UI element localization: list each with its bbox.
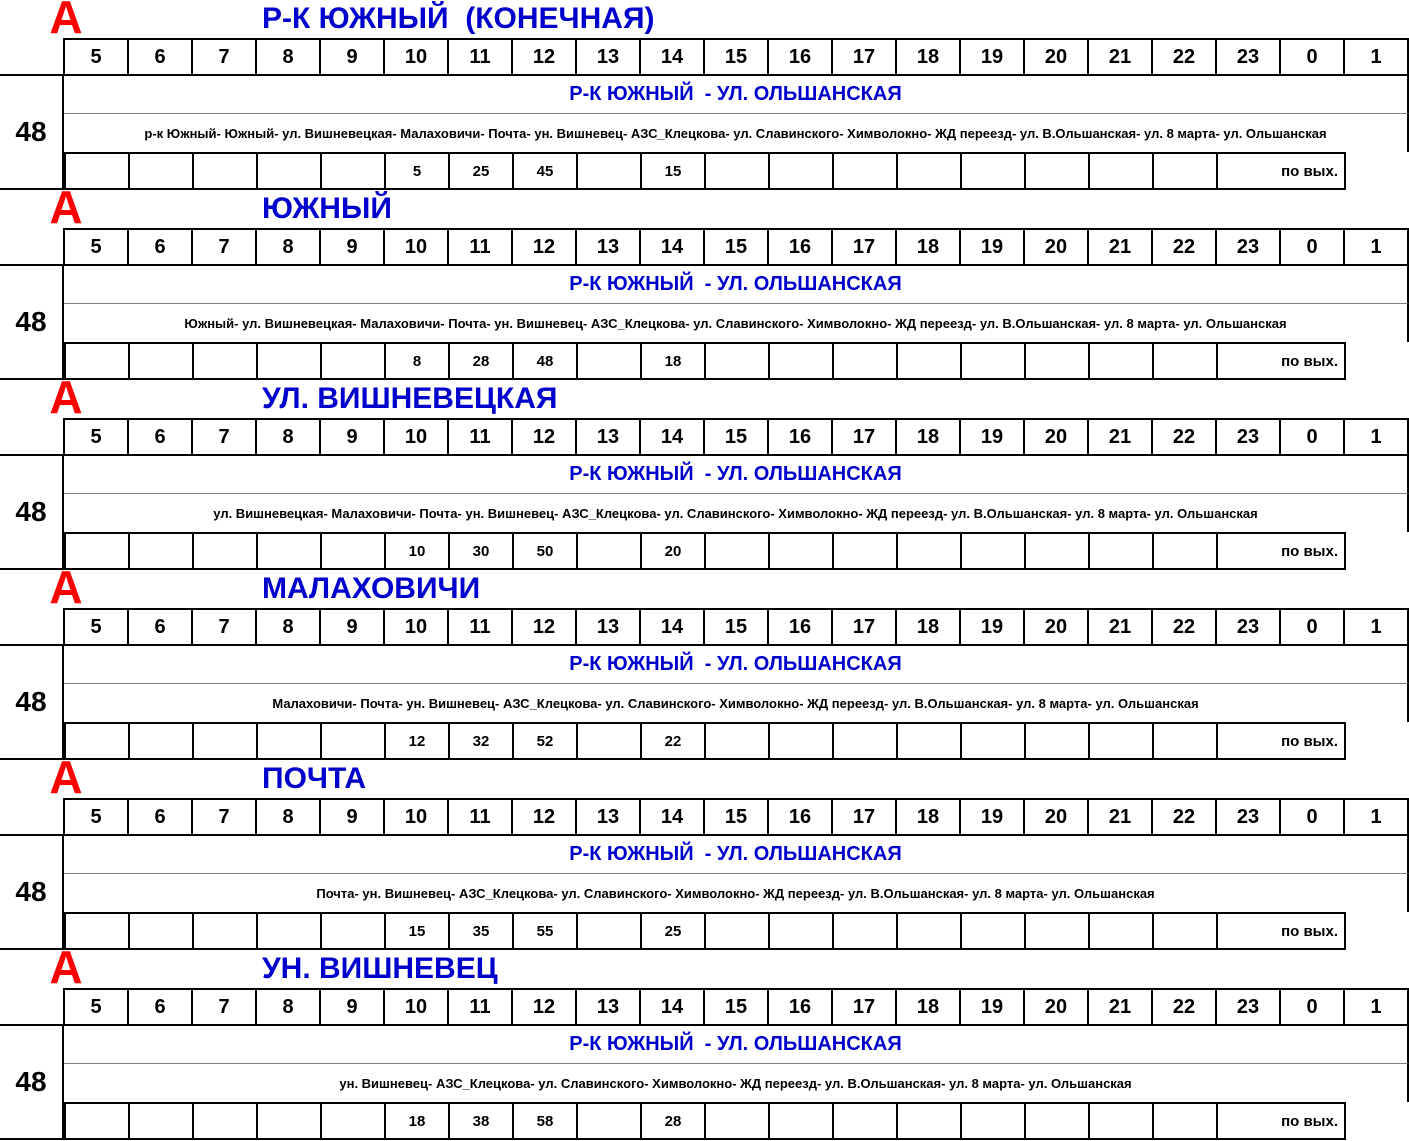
hour-cell: 16	[768, 419, 832, 455]
route-stops-list: Южный- ул. Вишневецкая- Малаховичи- Почта- ун. Вишневец- АЗС_Клецкова- ул. Славинского- Химволокно- ЖД переезд- ул. В.Ольшанская- ул. 8 марта- ул. Ольшанская	[64, 304, 1409, 342]
hour-cell: 21	[1088, 229, 1152, 265]
hour-cell: 9	[320, 609, 384, 645]
departure-minute-cell: 8	[385, 343, 449, 379]
departure-minute-cell	[65, 1103, 129, 1139]
hour-cell: 21	[1088, 989, 1152, 1025]
hour-cell: 12	[512, 39, 576, 75]
hour-cell: 8	[256, 39, 320, 75]
hours-row	[0, 798, 1409, 836]
stop-name: ПОЧТА	[262, 762, 367, 795]
departure-minute-cell	[129, 723, 193, 759]
hours-corner-cell	[0, 39, 64, 75]
hour-cell: 17	[832, 989, 896, 1025]
departure-minute-cell	[897, 1103, 961, 1139]
hour-cell: 22	[1152, 229, 1216, 265]
hour-cell: 5	[64, 609, 128, 645]
departure-minute-cell	[257, 343, 321, 379]
departure-minute-cell	[321, 913, 385, 949]
hour-cell: 23	[1216, 609, 1280, 645]
route-direction: Р-К ЮЖНЫЙ - УЛ. ОЛЬШАНСКАЯ	[64, 76, 1409, 114]
hour-cell: 17	[832, 609, 896, 645]
hour-cell: 1	[1344, 609, 1408, 645]
hour-cell: 22	[1152, 989, 1216, 1025]
days-off-note: по вых.	[1217, 723, 1345, 759]
departure-minute-cell	[705, 913, 769, 949]
hour-cell: 18	[896, 609, 960, 645]
hour-cell: 0	[1280, 799, 1344, 835]
hour-cell: 9	[320, 989, 384, 1025]
departure-minute-cell	[769, 913, 833, 949]
hour-cell: 21	[1088, 39, 1152, 75]
bus-stop-sign-icon: A	[49, 751, 83, 803]
hour-cell: 16	[768, 229, 832, 265]
departure-minute-cell	[897, 913, 961, 949]
hours-row	[0, 608, 1409, 646]
departure-minute-cell: 25	[449, 153, 513, 189]
departure-minute-cell	[833, 153, 897, 189]
route-number: 48	[0, 836, 64, 950]
hour-cell: 18	[896, 799, 960, 835]
hour-cell: 23	[1216, 799, 1280, 835]
route-direction: Р-К ЮЖНЫЙ - УЛ. ОЛЬШАНСКАЯ	[64, 646, 1409, 684]
hours-row	[0, 418, 1409, 456]
departure-minute-cell	[577, 723, 641, 759]
hour-cell: 21	[1088, 609, 1152, 645]
departure-minute-cell	[1153, 1103, 1217, 1139]
departure-minute-cell	[897, 533, 961, 569]
route-direction: Р-К ЮЖНЫЙ - УЛ. ОЛЬШАНСКАЯ	[64, 836, 1409, 874]
hour-cell: 7	[192, 989, 256, 1025]
hours-corner-cell	[0, 609, 64, 645]
hour-cell: 0	[1280, 989, 1344, 1025]
bus-stop-sign-icon: A	[49, 561, 83, 613]
departure-minute-cell	[769, 533, 833, 569]
departure-minute-cell	[705, 1103, 769, 1139]
hour-cell: 15	[704, 39, 768, 75]
departure-minute-cell	[1025, 723, 1089, 759]
departure-minute-cell	[321, 723, 385, 759]
route-direction: Р-К ЮЖНЫЙ - УЛ. ОЛЬШАНСКАЯ	[64, 266, 1409, 304]
hour-cell: 11	[448, 989, 512, 1025]
hours-row	[0, 38, 1409, 76]
departure-minute-cell	[577, 1103, 641, 1139]
departure-minute-cell	[193, 913, 257, 949]
hour-cell: 12	[512, 989, 576, 1025]
hour-cell: 9	[320, 39, 384, 75]
hour-cell: 17	[832, 799, 896, 835]
hour-cell: 10	[384, 609, 448, 645]
departure-minute-cell	[193, 343, 257, 379]
hour-cell: 23	[1216, 419, 1280, 455]
stop-block	[0, 371, 1409, 570]
stop-header	[0, 181, 1409, 233]
hour-cell: 13	[576, 229, 640, 265]
hour-cell: 15	[704, 419, 768, 455]
departure-minute-cell	[1153, 533, 1217, 569]
hour-cell: 23	[1216, 989, 1280, 1025]
departure-minute-cell	[897, 343, 961, 379]
hour-cell: 19	[960, 39, 1024, 75]
hour-cell: 7	[192, 609, 256, 645]
departure-minute-cell	[129, 343, 193, 379]
departure-minute-cell: 38	[449, 1103, 513, 1139]
hour-cell: 0	[1280, 609, 1344, 645]
hour-cell: 1	[1344, 989, 1408, 1025]
hours-row	[0, 228, 1409, 266]
departure-minute-cell	[1025, 1103, 1089, 1139]
departure-minute-cell	[1153, 153, 1217, 189]
hour-cell: 15	[704, 229, 768, 265]
departure-minute-cell	[897, 723, 961, 759]
hour-cell: 6	[128, 989, 192, 1025]
stop-name: МАЛАХОВИЧИ	[262, 572, 481, 605]
departure-minute-cell	[257, 533, 321, 569]
hour-cell: 6	[128, 799, 192, 835]
stop-block	[0, 561, 1409, 760]
departure-minute-cell: 28	[449, 343, 513, 379]
stop-name: УЛ. ВИШНЕВЕЦКАЯ	[262, 382, 558, 415]
departure-minute-cell: 22	[641, 723, 705, 759]
departure-minute-cell	[257, 723, 321, 759]
departure-minute-cell	[961, 533, 1025, 569]
stop-header	[0, 561, 1409, 613]
departure-minute-cell	[1025, 913, 1089, 949]
hour-cell: 10	[384, 799, 448, 835]
departure-minute-cell	[577, 343, 641, 379]
departure-minute-cell	[833, 343, 897, 379]
route-direction: Р-К ЮЖНЫЙ - УЛ. ОЛЬШАНСКАЯ	[64, 1026, 1409, 1064]
departure-minute-cell	[705, 723, 769, 759]
hour-cell: 7	[192, 419, 256, 455]
departure-minute-cell: 30	[449, 533, 513, 569]
hour-cell: 20	[1024, 39, 1088, 75]
hour-cell: 20	[1024, 799, 1088, 835]
departure-minute-cell: 28	[641, 1103, 705, 1139]
stop-header	[0, 371, 1409, 423]
hour-cell: 19	[960, 799, 1024, 835]
stop-name: ЮЖНЫЙ	[262, 192, 392, 225]
hour-cell: 6	[128, 229, 192, 265]
departure-minute-cell	[129, 153, 193, 189]
departure-minute-cell	[1153, 343, 1217, 379]
hour-cell: 16	[768, 799, 832, 835]
hour-cell: 20	[1024, 989, 1088, 1025]
stop-name: УН. ВИШНЕВЕЦ	[262, 952, 498, 985]
hour-cell: 20	[1024, 419, 1088, 455]
departure-times-row	[64, 152, 1409, 190]
hour-cell: 16	[768, 39, 832, 75]
hour-cell: 12	[512, 799, 576, 835]
hour-cell: 13	[576, 989, 640, 1025]
hour-cell: 12	[512, 419, 576, 455]
hour-cell: 13	[576, 419, 640, 455]
departure-minute-cell: 35	[449, 913, 513, 949]
hour-cell: 15	[704, 989, 768, 1025]
hour-cell: 11	[448, 229, 512, 265]
departure-minute-cell	[833, 1103, 897, 1139]
hour-cell: 19	[960, 229, 1024, 265]
hour-cell: 0	[1280, 39, 1344, 75]
hour-cell: 15	[704, 609, 768, 645]
hour-cell: 5	[64, 39, 128, 75]
departure-minute-cell	[1089, 723, 1153, 759]
departure-minute-cell	[1025, 533, 1089, 569]
departure-minute-cell: 5	[385, 153, 449, 189]
hour-cell: 19	[960, 419, 1024, 455]
departure-minute-cell	[961, 913, 1025, 949]
departure-minute-cell	[961, 1103, 1025, 1139]
route-stops-list: Малаховичи- Почта- ун. Вишневец- АЗС_Клецкова- ул. Славинского- Химволокно- ЖД переезд- ул. В.Ольшанская- ул. 8 марта- ул. Ольшанская	[64, 684, 1409, 722]
route-stops-list: Почта- ун. Вишневец- АЗС_Клецкова- ул. Славинского- Химволокно- ЖД переезд- ул. В.Ольшанская- ул. 8 марта- ул. Ольшанская	[64, 874, 1409, 912]
route-number: 48	[0, 266, 64, 380]
departure-minute-cell	[833, 913, 897, 949]
hour-cell: 10	[384, 229, 448, 265]
departure-minute-cell: 15	[641, 153, 705, 189]
hour-cell: 22	[1152, 419, 1216, 455]
departure-times-row	[64, 342, 1409, 380]
hour-cell: 9	[320, 229, 384, 265]
stop-block	[0, 0, 1409, 190]
departure-minute-cell	[321, 343, 385, 379]
departure-times-row	[64, 532, 1409, 570]
departure-minute-cell	[1153, 913, 1217, 949]
hour-cell: 14	[640, 229, 704, 265]
departure-minute-cell: 55	[513, 913, 577, 949]
stop-header	[0, 0, 1409, 43]
hour-cell: 0	[1280, 229, 1344, 265]
hour-cell: 5	[64, 799, 128, 835]
hour-cell: 20	[1024, 609, 1088, 645]
departure-minute-cell	[321, 1103, 385, 1139]
departure-minute-cell: 15	[385, 913, 449, 949]
departure-minute-cell: 50	[513, 533, 577, 569]
hour-cell: 7	[192, 39, 256, 75]
hour-cell: 14	[640, 609, 704, 645]
hour-cell: 12	[512, 609, 576, 645]
hour-cell: 19	[960, 609, 1024, 645]
hour-cell: 10	[384, 39, 448, 75]
hour-cell: 17	[832, 229, 896, 265]
hour-cell: 8	[256, 799, 320, 835]
departure-minute-cell	[321, 153, 385, 189]
departure-minute-cell	[833, 533, 897, 569]
hours-corner-cell	[0, 989, 64, 1025]
route-number: 48	[0, 1026, 64, 1140]
days-off-note: по вых.	[1217, 343, 1345, 379]
hour-cell: 9	[320, 799, 384, 835]
departure-times-row	[64, 722, 1409, 760]
hour-cell: 1	[1344, 229, 1408, 265]
hour-cell: 8	[256, 609, 320, 645]
bus-stop-sign-icon: A	[49, 181, 83, 233]
hour-cell: 11	[448, 609, 512, 645]
hour-cell: 22	[1152, 39, 1216, 75]
hour-cell: 13	[576, 799, 640, 835]
hours-corner-cell	[0, 419, 64, 455]
departure-minute-cell	[769, 1103, 833, 1139]
departure-minute-cell	[129, 913, 193, 949]
hour-cell: 8	[256, 989, 320, 1025]
departure-minute-cell	[577, 153, 641, 189]
departure-minute-cell	[193, 533, 257, 569]
departure-minute-cell: 32	[449, 723, 513, 759]
departure-minute-cell: 52	[513, 723, 577, 759]
hour-cell: 18	[896, 39, 960, 75]
route-number: 48	[0, 456, 64, 570]
hour-cell: 6	[128, 419, 192, 455]
departure-minute-cell	[577, 913, 641, 949]
departure-minute-cell	[1089, 153, 1153, 189]
departure-minute-cell	[961, 343, 1025, 379]
route-direction: Р-К ЮЖНЫЙ - УЛ. ОЛЬШАНСКАЯ	[64, 456, 1409, 494]
departure-minute-cell	[1089, 533, 1153, 569]
hour-cell: 16	[768, 609, 832, 645]
departure-minute-cell	[1025, 153, 1089, 189]
hour-cell: 18	[896, 229, 960, 265]
hour-cell: 15	[704, 799, 768, 835]
hour-cell: 19	[960, 989, 1024, 1025]
stop-block	[0, 751, 1409, 950]
hour-cell: 1	[1344, 419, 1408, 455]
hour-cell: 14	[640, 799, 704, 835]
hour-cell: 14	[640, 39, 704, 75]
route-number: 48	[0, 76, 64, 190]
hour-cell: 9	[320, 419, 384, 455]
departure-minute-cell	[833, 723, 897, 759]
hour-cell: 21	[1088, 799, 1152, 835]
days-off-note: по вых.	[1217, 1103, 1345, 1139]
departure-minute-cell	[961, 153, 1025, 189]
departure-minute-cell	[1089, 913, 1153, 949]
hour-cell: 14	[640, 989, 704, 1025]
hour-cell: 6	[128, 39, 192, 75]
departure-minute-cell	[769, 343, 833, 379]
departure-minute-cell	[129, 1103, 193, 1139]
departure-minute-cell	[1025, 343, 1089, 379]
departure-minute-cell	[577, 533, 641, 569]
departure-minute-cell	[705, 533, 769, 569]
hour-cell: 16	[768, 989, 832, 1025]
hour-cell: 11	[448, 799, 512, 835]
hour-cell: 14	[640, 419, 704, 455]
departure-minute-cell	[129, 533, 193, 569]
departure-minute-cell	[193, 1103, 257, 1139]
stop-header	[0, 751, 1409, 803]
departure-minute-cell	[1089, 1103, 1153, 1139]
hours-corner-cell	[0, 229, 64, 265]
hour-cell: 17	[832, 419, 896, 455]
bus-stop-sign-icon: A	[49, 0, 83, 43]
departure-minute-cell: 45	[513, 153, 577, 189]
hour-cell: 5	[64, 229, 128, 265]
hour-cell: 13	[576, 609, 640, 645]
hours-corner-cell	[0, 799, 64, 835]
hour-cell: 10	[384, 419, 448, 455]
hour-cell: 10	[384, 989, 448, 1025]
hours-row	[0, 988, 1409, 1026]
hour-cell: 7	[192, 229, 256, 265]
bus-stop-sign-icon: A	[49, 371, 83, 423]
departure-minute-cell: 18	[641, 343, 705, 379]
hour-cell: 12	[512, 229, 576, 265]
hour-cell: 8	[256, 229, 320, 265]
stop-name: Р-К ЮЖНЫЙ (КОНЕЧНАЯ)	[262, 2, 655, 35]
departure-minute-cell: 10	[385, 533, 449, 569]
days-off-note: по вых.	[1217, 913, 1345, 949]
hour-cell: 5	[64, 419, 128, 455]
departure-minute-cell	[769, 723, 833, 759]
hour-cell: 5	[64, 989, 128, 1025]
hour-cell: 17	[832, 39, 896, 75]
hour-cell: 13	[576, 39, 640, 75]
hour-cell: 23	[1216, 39, 1280, 75]
departure-minute-cell	[1153, 723, 1217, 759]
departure-minute-cell	[193, 153, 257, 189]
stop-block	[0, 181, 1409, 380]
hour-cell: 11	[448, 39, 512, 75]
hour-cell: 0	[1280, 419, 1344, 455]
hour-cell: 20	[1024, 229, 1088, 265]
departure-times-row	[64, 912, 1409, 950]
days-off-note: по вых.	[1217, 153, 1345, 189]
departure-minute-cell: 25	[641, 913, 705, 949]
hour-cell: 23	[1216, 229, 1280, 265]
departure-minute-cell	[193, 723, 257, 759]
departure-times-row	[64, 1102, 1409, 1140]
route-stops-list: р-к Южный- Южный- ул. Вишневецкая- Малаховичи- Почта- ун. Вишневец- АЗС_Клецкова- ул. Славинского- Химволокно- ЖД переезд- ул. В.Ольшанская- ул. 8 марта- ул. Ольшанская	[64, 114, 1409, 152]
hour-cell: 21	[1088, 419, 1152, 455]
route-stops-list: ул. Вишневецкая- Малаховичи- Почта- ун. Вишневец- АЗС_Клецкова- ул. Славинского- Химволокно- ЖД переезд- ул. В.Ольшанская- ул. 8 марта- ул. Ольшанская	[64, 494, 1409, 532]
hour-cell: 22	[1152, 799, 1216, 835]
departure-minute-cell	[321, 533, 385, 569]
route-number: 48	[0, 646, 64, 760]
stop-block	[0, 941, 1409, 1140]
route-stops-list: ун. Вишневец- АЗС_Клецкова- ул. Славинского- Химволокно- ЖД переезд- ул. В.Ольшанская- ул. 8 марта- ул. Ольшанская	[64, 1064, 1409, 1102]
hour-cell: 11	[448, 419, 512, 455]
departure-minute-cell: 12	[385, 723, 449, 759]
days-off-note: по вых.	[1217, 533, 1345, 569]
departure-minute-cell: 18	[385, 1103, 449, 1139]
hour-cell: 1	[1344, 799, 1408, 835]
departure-minute-cell	[257, 913, 321, 949]
hour-cell: 7	[192, 799, 256, 835]
hour-cell: 18	[896, 419, 960, 455]
departure-minute-cell	[897, 153, 961, 189]
hour-cell: 18	[896, 989, 960, 1025]
departure-minute-cell: 58	[513, 1103, 577, 1139]
departure-minute-cell: 20	[641, 533, 705, 569]
stop-header	[0, 941, 1409, 993]
departure-minute-cell	[769, 153, 833, 189]
departure-minute-cell: 48	[513, 343, 577, 379]
hour-cell: 22	[1152, 609, 1216, 645]
departure-minute-cell	[257, 153, 321, 189]
departure-minute-cell	[961, 723, 1025, 759]
hour-cell: 6	[128, 609, 192, 645]
hour-cell: 8	[256, 419, 320, 455]
bus-stop-sign-icon: A	[49, 941, 83, 993]
departure-minute-cell	[705, 153, 769, 189]
departure-minute-cell	[705, 343, 769, 379]
departure-minute-cell	[1089, 343, 1153, 379]
departure-minute-cell	[257, 1103, 321, 1139]
hour-cell: 1	[1344, 39, 1408, 75]
